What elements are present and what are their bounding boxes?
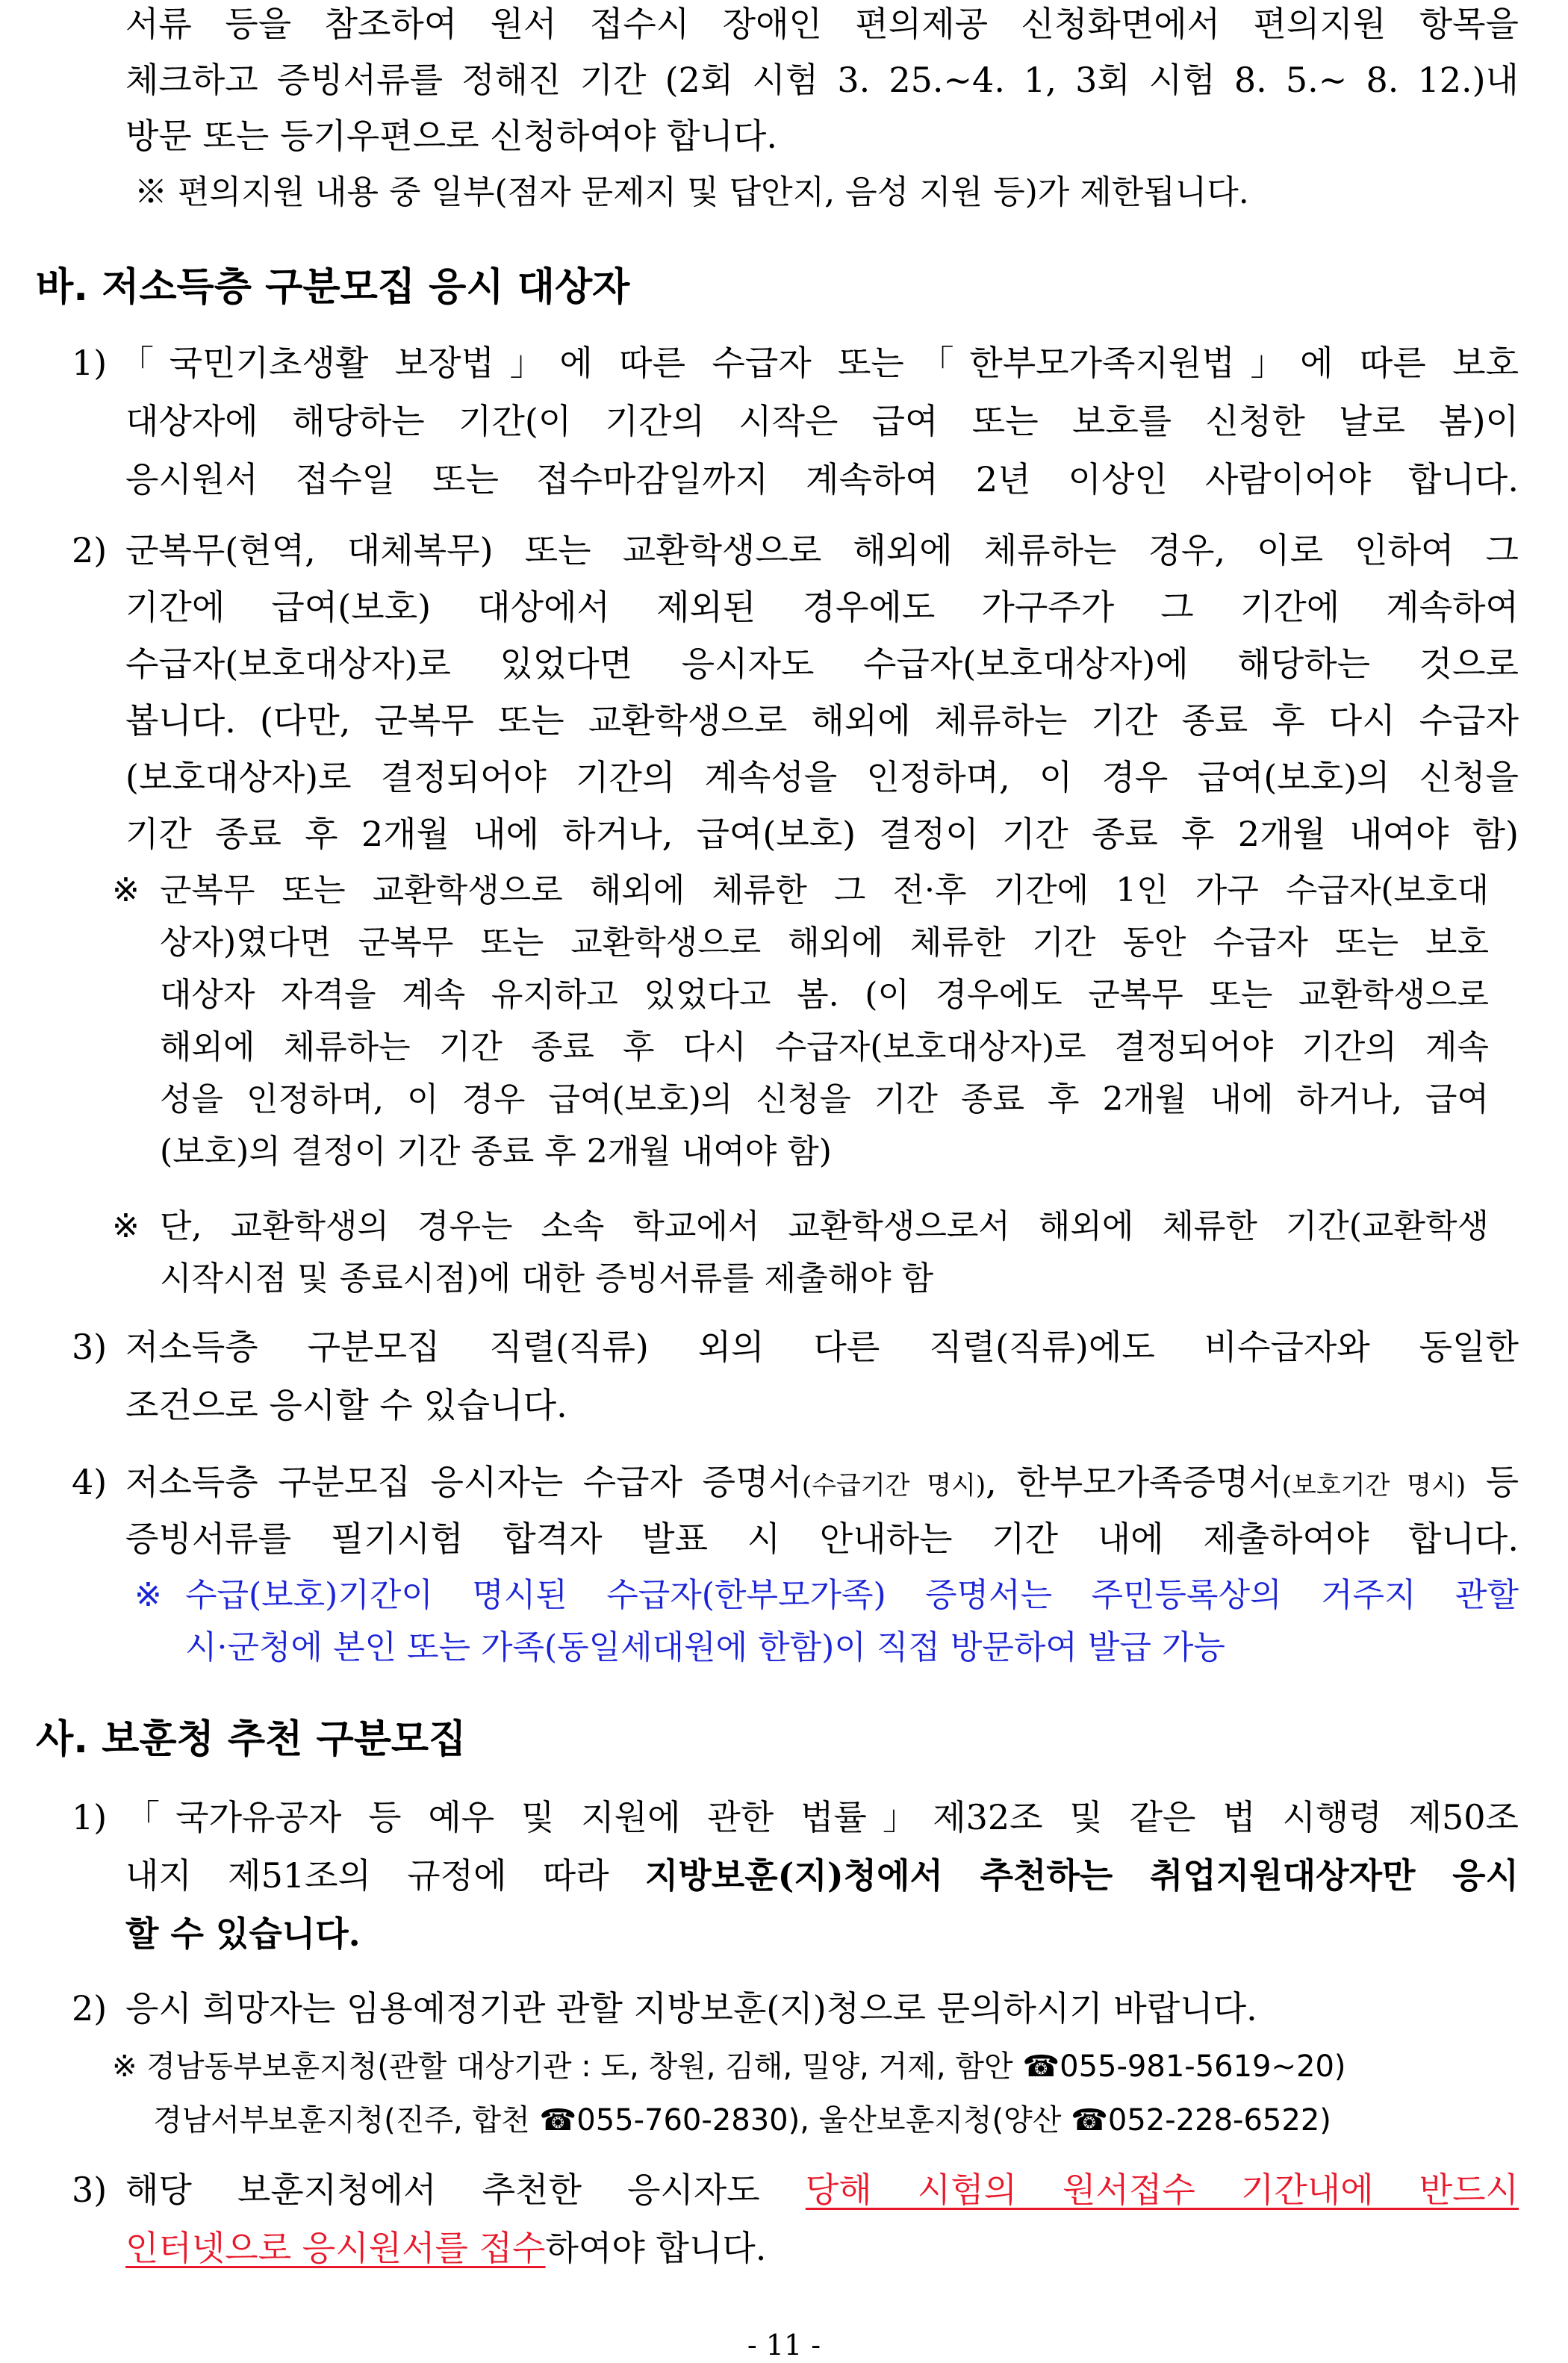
item-line: 조건으로 응시할 수 있습니다. [125, 1385, 567, 1425]
note-line: (보호)의 결정이 기간 종료 후 2개월 내여야 함) [160, 1133, 832, 1171]
note-line: 대상자 자격을 계속 유지하고 있었다고 봄. (이 경우에도 군복무 또는 교환학생으로 [160, 976, 1489, 1014]
item-line: 군복무(현역, 대체복무) 또는 교환학생으로 해외에 체류하는 경우, 이로 인하여 그 [125, 530, 1519, 570]
item-number: 3) [72, 1327, 108, 1367]
item-line: 기간 종료 후 2개월 내에 하거나, 급여(보호) 결정이 기간 종료 후 2개월 내여야 함) [125, 814, 1519, 854]
item-number: 4) [72, 1462, 108, 1502]
contact-note-line: 경남서부보훈지청(진주, 합천 ☎055-760-2830), 울산보훈지청(양산 ☎052-228-6522) [153, 2103, 1331, 2138]
item-line: 저소득층 구분모집 직렬(직류) 외의 다른 직렬(직류)에도 비수급자와 동일한 [125, 1327, 1519, 1367]
item-number: 1) [72, 1797, 108, 1837]
item-line: 할 수 있습니다. [125, 1914, 361, 1954]
section-title-ba: 바. 저소득층 구분모집 응시 대상자 [36, 265, 630, 310]
section-title-sa: 사. 보훈청 추천 구분모집 [36, 1717, 467, 1762]
item-line: 기간에 급여(보호) 대상에서 제외된 경우에도 가구주가 그 기간에 계속하여 [125, 587, 1519, 627]
contact-note-line: ※ 경남동부보훈지청(관할 대상기관 : 도, 창원, 김해, 밀양, 거제, 함안 ☎055-981-5619~20) [112, 2049, 1346, 2084]
item-line: 증빙서류를 필기시험 합격자 발표 시 안내하는 기간 내에 제출하여야 합니다. [125, 1519, 1519, 1559]
item-line: 「국민기초생활 보장법」에 따른 수급자 또는「한부모가족지원법」에 따른 보호 [119, 343, 1519, 383]
item-line: 응시 희망자는 임용예정기관 관할 지방보훈(지)청으로 문의하시기 바랍니다. [125, 1988, 1257, 2029]
intro-note: ※ 편의지원 내용 중 일부(점자 문제지 및 답안지, 음성 지원 등)가 제한됩니다. [134, 173, 1249, 211]
note-line: 시작시점 및 종료시점)에 대한 증빙서류를 제출해야 함 [160, 1260, 934, 1298]
item-line: 저소득층 구분모집 응시자는 수급자 증명서(수급기간 명시), 한부모가족증명서(보호기간 명시) 등 [125, 1462, 1519, 1502]
note-mark: ※ [134, 1576, 162, 1614]
intro-line-2: 체크하고 증빙서류를 정해진 기간 (2회 시험 3. 25.~4. 1, 3회 시험 8. 5.~ 8. 12.)내 [125, 60, 1519, 100]
note-mark: ※ [112, 1207, 140, 1245]
item-line: (보호대상자)로 결정되어야 기간의 계속성을 인정하며, 이 경우 급여(보호)의 신청을 [125, 757, 1519, 797]
note-line: 수급(보호)기간이 명시된 수급자(한부모가족) 증명서는 주민등록상의 거주지 관할 [185, 1576, 1519, 1614]
note-line: 시·군청에 본인 또는 가족(동일세대원에 한함)이 직접 방문하여 발급 가능 [185, 1628, 1225, 1666]
note-line: 상자)였다면 군복무 또는 교환학생으로 해외에 체류한 기간 동안 수급자 또는 보호 [160, 924, 1489, 962]
note-line: 군복무 또는 교환학생으로 해외에 체류한 그 전·후 기간에 1인 가구 수급자(보호대 [160, 871, 1489, 909]
note-line: 단, 교환학생의 경우는 소속 학교에서 교환학생으로서 해외에 체류한 기간(교환학생 [160, 1207, 1489, 1245]
intro-line-3: 방문 또는 등기우편으로 신청하여야 합니다. [125, 116, 777, 156]
item-number: 2) [72, 1988, 108, 2029]
item-line: 수급자(보호대상자)로 있었다면 응시자도 수급자(보호대상자)에 해당하는 것으로 [125, 644, 1519, 684]
item-line: 해당 보훈지청에서 추천한 응시자도 당해 시험의 원서접수 기간내에 반드시 [125, 2170, 1519, 2210]
item-line: 내지 제51조의 규정에 따라 지방보훈(지)청에서 추천하는 취업지원대상자만 응시 [125, 1855, 1519, 1896]
note-line: 해외에 체류하는 기간 종료 후 다시 수급자(보호대상자)로 결정되어야 기간의 계속 [160, 1028, 1489, 1066]
item-line: 대상자에 해당하는 기간(이 기간의 시작은 급여 또는 보호를 신청한 날로 봄)이 [125, 401, 1519, 441]
item-line: 「국가유공자 등 예우 및 지원에 관한 법률」제32조 및 같은 법 시행령 제50조 [125, 1797, 1519, 1837]
item-line: 봅니다. (다만, 군복무 또는 교환학생으로 해외에 체류하는 기간 종료 후 다시 수급자 [125, 700, 1519, 741]
note-line: 성을 인정하며, 이 경우 급여(보호)의 신청을 기간 종료 후 2개월 내에 하거나, 급여 [160, 1080, 1489, 1118]
item-line: 인터넷으로 응시원서를 접수하여야 합니다. [125, 2228, 767, 2268]
intro-line-1: 서류 등을 참조하여 원서 접수시 장애인 편의제공 신청화면에서 편의지원 항목을 [125, 4, 1519, 44]
note-mark: ※ [112, 871, 140, 909]
item-number: 1) [72, 343, 108, 383]
page-number: - 11 - [747, 2329, 821, 2362]
item-number: 3) [72, 2170, 108, 2210]
item-line: 응시원서 접수일 또는 접수마감일까지 계속하여 2년 이상인 사람이어야 합니다. [125, 459, 1519, 499]
item-number: 2) [72, 530, 108, 570]
